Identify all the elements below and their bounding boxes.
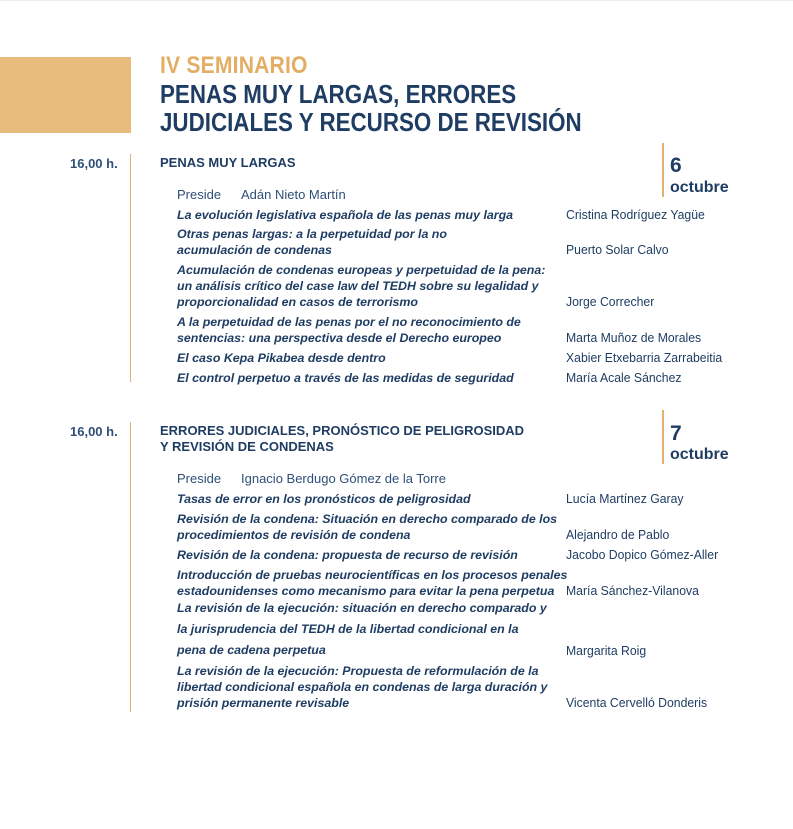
date-day: 6 [670,154,682,177]
talk-title: La revisión de la ejecución: situación en derecho comparado y la jurisprudencia del TEDH de la libertad condicional en la pena de cadena perpetua [177,601,547,657]
talk-speaker: Alejandro de Pablo [566,527,670,542]
talk-speaker: Lucía Martínez Garay [566,491,684,506]
talk-speaker: María Acale Sánchez [566,370,682,385]
talk-speaker: Jorge Correcher [566,294,655,309]
preside-label: Preside [177,187,222,202]
session-time: 16,00 h. [70,424,118,439]
talk-title: Otras penas largas: a la perpetuidad por la no acumulación de condenas [177,227,447,257]
talk-title: Tasas de error en los pronósticos de peligrosidad [177,492,471,506]
session-time: 16,00 h. [70,156,118,171]
session-title: ERRORES JUDICIALES, PRONÓSTICO DE PELIGROSIDAD Y REVISIÓN DE CONDENAS [160,423,525,454]
talk-speaker: María Sánchez-Vilanova [566,583,699,598]
preside-label: Preside [177,471,222,486]
talk-speaker: Jacobo Dopico Gómez-Aller [566,547,719,562]
talk-title: Introducción de pruebas neurocientíficas en los procesos penales estadounidenses como mecanismo para evitar la pena perpetua [177,568,568,598]
date-divider [662,143,664,197]
preside-name: Adán Nieto Martín [241,187,346,202]
preside-row [177,187,346,202]
talk-title: A la perpetuidad de las penas por el no reconocimiento de sentencias: una perspectiva desde el Derecho europeo [177,315,521,345]
seminar-number: IV SEMINARIO [160,52,308,79]
accent-bar [0,57,131,133]
session-divider [130,154,131,382]
top-rule [0,0,793,1]
talk-title: Revisión de la condena: propuesta de recurso de revisión [177,548,518,562]
talk-speaker: Margarita Roig [566,643,647,658]
preside-row [177,471,446,486]
talk-title: Acumulación de condenas europeas y perpetuidad de la pena: un análisis crítico del case law del TEDH sobre su legalidad y proporcionalidad en casos de terrorismo [177,263,546,309]
talk-title: La evolución legislativa española de las penas muy larga [177,208,514,222]
preside-name: Ignacio Berdugo Gómez de la Torre [241,471,446,486]
date-month: octubre [670,446,729,463]
date-month: octubre [670,179,729,196]
talk-title: La revisión de la ejecución: Propuesta de reformulación de la libertad condicional española en condenas de larga duración y prisión permanente revisable [177,664,548,710]
talk-speaker: Marta Muñoz de Morales [566,330,702,345]
talk-title: El control perpetuo a través de las medidas de seguridad [177,371,514,385]
date-day: 7 [670,422,682,445]
session-divider [130,422,131,712]
talk-speaker: Puerto Solar Calvo [566,242,669,257]
talk-title: El caso Kepa Pikabea desde dentro [177,351,386,365]
date-divider [662,410,664,464]
talk-speaker: Xabier Etxebarria Zarrabeitia [566,350,723,365]
talk-title: Revisión de la condena: Situación en derecho comparado de los procedimientos de revisión de condena [177,512,558,542]
seminar-title: PENAS MUY LARGAS, ERRORES JUDICIALES Y RECURSO DE REVISIÓN [160,79,582,137]
talk-speaker: Cristina Rodríguez Yagüe [566,207,705,222]
talk-speaker: Vicenta Cervelló Donderis [566,695,708,710]
session-title: PENAS MUY LARGAS [160,155,296,170]
